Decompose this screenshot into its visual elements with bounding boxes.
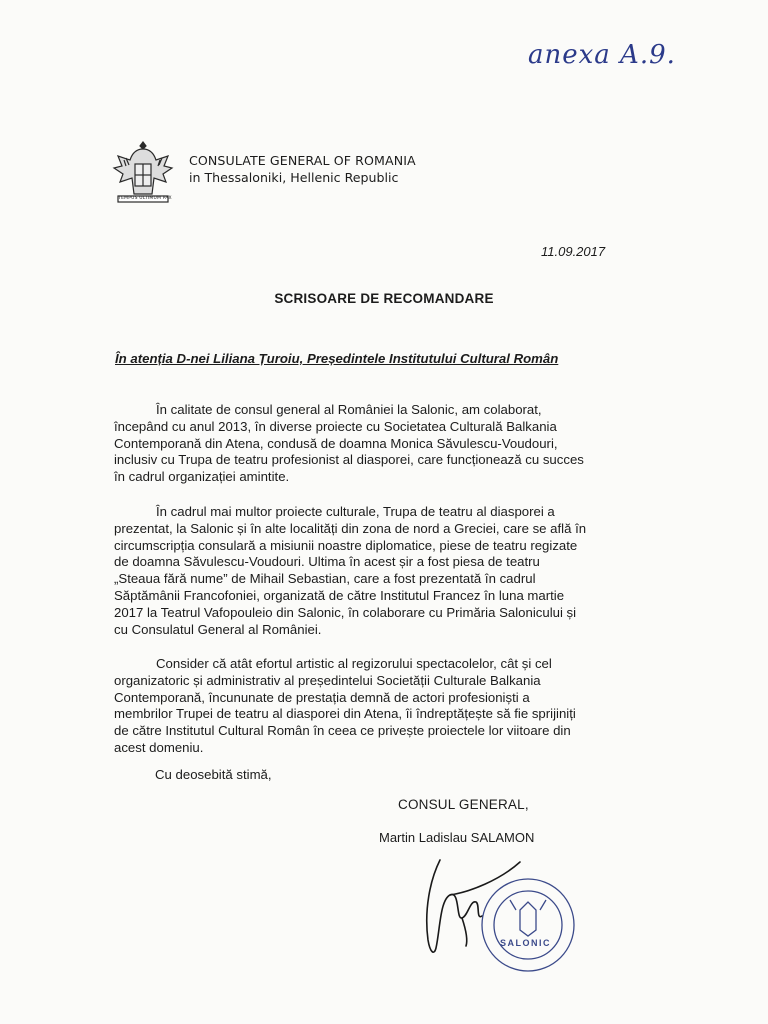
signatory-title: CONSUL GENERAL, <box>398 797 529 812</box>
paragraph-1 <box>114 402 611 486</box>
paragraph-line: Contemporană, încununate de prestația demnă de actori profesioniști a <box>114 689 530 705</box>
official-stamp <box>482 879 574 971</box>
paragraph-line: inclusiv cu Trupa de teatru profesionist al diasporei, care funcționează cu succes <box>114 452 584 468</box>
paragraph-line: Contemporană din Atena, condusă de doamna Monica Săvulescu-Voudouri, <box>114 435 558 451</box>
paragraph-line: 2017 la Teatrul Vafopouleio din Salonic, în colaborare cu Primăria Salonicului și <box>114 604 577 620</box>
letterhead-subtitle: in Thessaloniki, Hellenic Republic <box>189 170 399 185</box>
letterhead <box>189 152 416 186</box>
paragraph-line: „Steaua fără nume” de Mihail Sebastian, care a fost prezentată în cadrul <box>114 571 536 587</box>
closing-salutation: Cu deosebită stimă, <box>155 767 272 782</box>
paragraph-3 <box>114 656 611 757</box>
stamp-text: SALONIC <box>500 938 551 948</box>
paragraph-line: prezentat, la Salonic și în alte localități din zona de nord a Greciei, care se află în <box>114 520 587 536</box>
paragraph-line: organizatoric și administrativ al președintelui Societății Culturale Balkania <box>114 672 541 688</box>
paragraph-line: În calitate de consul general al României la Salonic, am colaborat, <box>156 402 542 417</box>
paragraph-line: circumscripția consulară a misiunii noastre diplomatice, piese de teatru regizate <box>114 537 578 553</box>
paragraph-line: în cadrul organizației amintite. <box>114 469 290 485</box>
handwritten-annex-note: anexa A.9. <box>528 40 676 70</box>
paragraph-line: de către Institutul Cultural Român în ceea ce privește proiectele lor viitoare din <box>114 723 571 739</box>
paragraph-line: membrilor Trupei de teatru al diasporei din Atena, îi îndreptățește să fie sprijiniți <box>114 706 576 722</box>
attention-line: În atenția D-nei Liliana Țuroiu, Președintele Institutului Cultural Român <box>115 351 559 366</box>
paragraph-line: Consider că atât efortul artistic al regizorului spectacolelor, cât și cel <box>156 656 552 671</box>
paragraph-line: Săptămânii Francofoniei, organizată de către Institutul Francez în luna martie <box>114 587 565 603</box>
signatory-name: Martin Ladislau SALAMON <box>379 830 535 845</box>
paragraph-2 <box>114 504 611 638</box>
paragraph-line: de doamna Săvulescu-Voudouri. Ultima în acest șir a fost piesa de teatru <box>114 554 540 570</box>
paragraph-line: acest domeniu. <box>114 739 204 755</box>
letter-title: SCRISOARE DE RECOMANDARE <box>274 291 494 306</box>
paragraph-line: cu Consulatul General al României. <box>114 621 322 637</box>
paragraph-line: începând cu anul 2013, în diverse proiecte cu Societatea Culturală Balkania <box>114 418 557 434</box>
crest-motto-banner: TEMPUS ULTIMUM PAX <box>118 196 172 201</box>
signature-and-stamp <box>410 840 600 990</box>
letterhead-title: CONSULATE GENERAL OF ROMANIA <box>189 153 416 168</box>
paragraph-line: În cadrul mai multor proiecte culturale, Trupa de teatru al diasporei a <box>156 504 555 519</box>
letter-date: 11.09.2017 <box>541 244 606 259</box>
